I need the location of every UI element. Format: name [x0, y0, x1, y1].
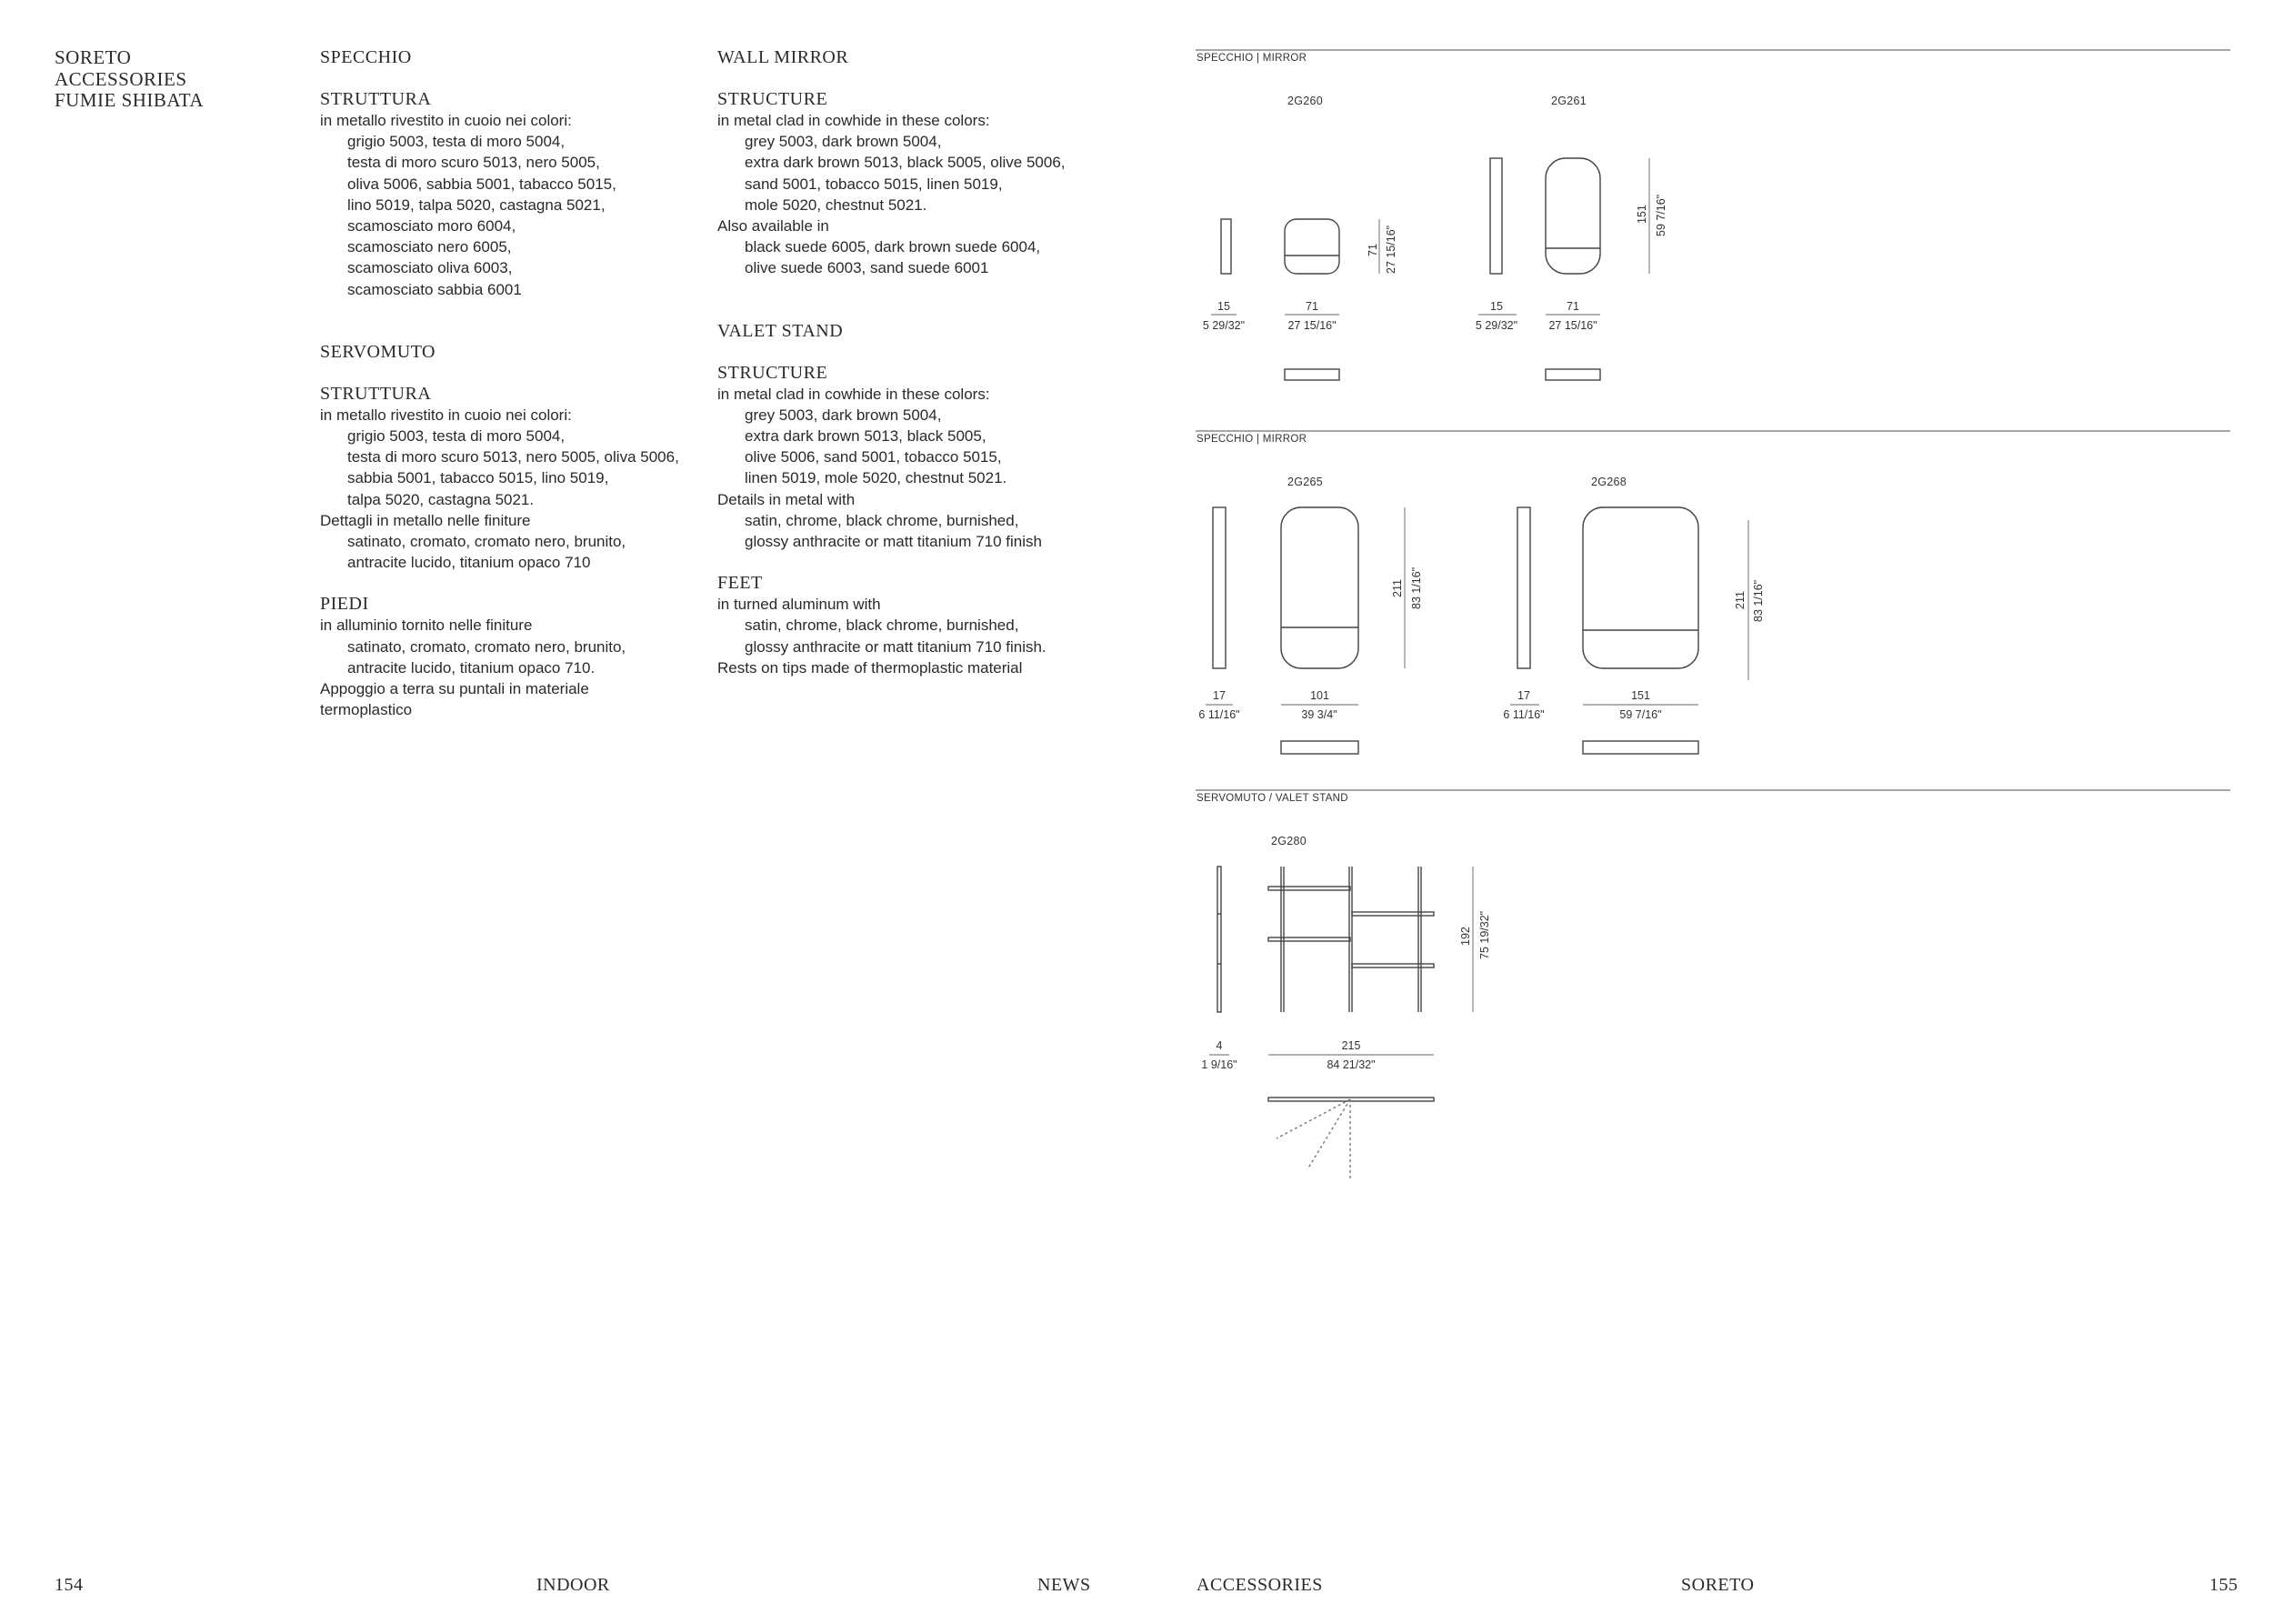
mirror-also-intro: Also available in [717, 217, 829, 236]
height-in-label: 83 1/16" [1752, 579, 1765, 622]
finish-line: satinato, cromato, cromato nero, brunito, [347, 533, 626, 551]
color-line: olive suede 6003, sand suede 6001 [745, 259, 989, 277]
width-in-label: 39 3/4" [1301, 708, 1337, 721]
depth-in-label: 6 11/16" [1503, 708, 1545, 721]
height-cm-label: 211 [1734, 591, 1747, 609]
height-in-label: 27 15/16" [1385, 225, 1397, 274]
width-in-label: 27 15/16" [1287, 319, 1337, 332]
color-line: grigio 5003, testa di moro 5004, [347, 427, 566, 446]
feet-note: Rests on tips made of thermoplastic material [717, 658, 1023, 677]
width-cm-label: 71 [1306, 300, 1318, 313]
finish-line: satin, chrome, black chrome, burnished, [745, 511, 1019, 529]
color-line: linen 5019, mole 5020, chestnut 5021. [745, 469, 1007, 487]
height-in-label: 75 19/32" [1478, 910, 1491, 959]
color-line: talpa 5020, castagna 5021. [347, 490, 535, 508]
width-in-label: 27 15/16" [1548, 319, 1597, 332]
depth-in-label: 1 9/16" [1201, 1058, 1237, 1071]
brand-line-category: ACCESSORIES [55, 67, 187, 90]
width-in-label: 84 21/32" [1327, 1058, 1376, 1071]
mirror-2g261-drawing [1478, 158, 1649, 380]
footer-section-news: NEWS [1037, 1575, 1091, 1595]
height-cm-label: 211 [1391, 579, 1404, 597]
side-view [1490, 158, 1502, 274]
finish-line: satin, chrome, black chrome, burnished, [745, 617, 1019, 635]
feet-title: FEET [717, 573, 763, 594]
specchio-structure-title: STRUTTURA [320, 89, 432, 109]
color-line: sabbia 5001, tabacco 5015, lino 5019, [347, 469, 609, 487]
page-number-left: 154 [55, 1575, 84, 1595]
color-line: mole 5020, chestnut 5021. [745, 195, 927, 214]
color-line: scamosciato sabbia 6001 [347, 280, 522, 298]
color-line: extra dark brown 5013, black 5005, [745, 427, 986, 446]
color-line: lino 5019, talpa 5020, castagna 5021, [347, 195, 606, 214]
brand-line-designer: FUMIE SHIBATA [55, 89, 205, 111]
width-cm-label: 151 [1631, 689, 1650, 702]
specchio-structure-intro: in metallo rivestito in cuoio nei colori: [320, 112, 572, 129]
footer-section-accessories: ACCESSORIES [1197, 1575, 1323, 1595]
depth-cm-label: 15 [1490, 300, 1503, 313]
valet-structure-intro: in metal clad in cowhide in these colors: [717, 385, 990, 403]
height-cm-label: 71 [1367, 244, 1379, 256]
top-view [1583, 741, 1698, 754]
mirror-structure-title: STRUCTURE [717, 89, 828, 109]
product-code-2g280: 2G280 [1271, 835, 1307, 847]
front-view [1281, 507, 1358, 668]
color-line: sand 5001, tobacco 5015, linen 5019, [745, 175, 1003, 193]
depth-in-label: 6 11/16" [1198, 708, 1240, 721]
color-line: extra dark brown 5013, black 5005, olive 5006, [745, 154, 1066, 172]
valet-structure-title: STRUCTURE [717, 362, 828, 383]
color-line: grey 5003, dark brown 5004, [745, 133, 942, 151]
brand-line-collection: SORETO [55, 46, 132, 68]
height-cm-label: 151 [1636, 205, 1648, 224]
section-label-mirror-2: SPECCHIO | MIRROR [1197, 434, 1307, 445]
servomuto-structure-title: STRUTTURA [320, 383, 432, 404]
side-view [1213, 507, 1226, 668]
product-code-2g260: 2G260 [1287, 95, 1324, 107]
footer-section-soreto: SORETO [1681, 1575, 1755, 1595]
color-line: scamosciato nero 6005, [347, 238, 512, 256]
section-label-valet: SERVOMUTO / VALET STAND [1197, 793, 1348, 804]
width-cm-label: 215 [1341, 1039, 1361, 1052]
width-cm-label: 71 [1567, 300, 1579, 313]
color-line: black suede 6005, dark brown suede 6004, [745, 238, 1041, 256]
piedi-title: PIEDI [320, 594, 369, 615]
footer-section-indoor: INDOOR [536, 1575, 610, 1595]
side-view [1517, 507, 1530, 668]
front-view [1285, 219, 1339, 274]
front-view [1583, 507, 1698, 668]
front-view [1546, 158, 1600, 274]
depth-cm-label: 17 [1213, 689, 1226, 702]
valet-details-intro: Details in metal with [717, 490, 856, 508]
product-code-2g265: 2G265 [1287, 476, 1324, 488]
top-view [1268, 1098, 1434, 1101]
side-view [1217, 867, 1221, 1012]
color-line: testa di moro scuro 5013, nero 5005, oliva 5006, [347, 448, 679, 466]
finish-line: glossy anthracite or matt titanium 710 finish. [745, 637, 1046, 656]
piedi-intro: in alluminio tornito nelle finiture [320, 617, 533, 635]
width-in-label: 59 7/16" [1619, 708, 1662, 721]
folding-arcs [1277, 1099, 1350, 1178]
feet-intro: in turned aluminum with [717, 596, 881, 614]
color-line: scamosciato oliva 6003, [347, 259, 513, 277]
wall-mirror-title: WALL MIRROR [717, 47, 849, 67]
height-in-label: 59 7/16" [1655, 194, 1667, 236]
specchio-title: SPECCHIO [320, 47, 412, 67]
section-label-mirror-1: SPECCHIO | MIRROR [1197, 53, 1307, 64]
side-view [1221, 219, 1231, 274]
depth-in-label: 5 29/32" [1475, 319, 1518, 332]
finish-line: glossy anthracite or matt titanium 710 finish [745, 533, 1042, 551]
page-number-right: 155 [2209, 1575, 2238, 1595]
product-code-2g268: 2G268 [1591, 476, 1627, 488]
color-line: scamosciato moro 6004, [347, 217, 516, 236]
color-line: grey 5003, dark brown 5004, [745, 406, 942, 424]
depth-cm-label: 17 [1517, 689, 1530, 702]
top-view [1285, 369, 1339, 380]
finish-line: antracite lucido, titanium opaco 710 [347, 554, 591, 572]
height-cm-label: 192 [1459, 927, 1472, 946]
depth-cm-label: 15 [1217, 300, 1230, 313]
piedi-note-line2: termoplastico [320, 701, 413, 719]
width-cm-label: 101 [1310, 689, 1329, 702]
color-line: olive 5006, sand 5001, tobacco 5015, [745, 448, 1002, 466]
height-in-label: 83 1/16" [1410, 566, 1423, 609]
depth-cm-label: 4 [1216, 1039, 1223, 1052]
mirror-structure-intro: in metal clad in cowhide in these colors: [717, 112, 990, 129]
finish-line: satinato, cromato, cromato nero, brunito, [347, 637, 626, 656]
finish-line: antracite lucido, titanium opaco 710. [347, 658, 596, 677]
color-line: oliva 5006, sabbia 5001, tabacco 5015, [347, 175, 616, 193]
color-line: testa di moro scuro 5013, nero 5005, [347, 154, 600, 172]
servomuto-details-intro: Dettagli in metallo nelle finiture [320, 511, 531, 529]
depth-in-label: 5 29/32" [1202, 319, 1246, 332]
servomuto-structure-intro: in metallo rivestito in cuoio nei colori: [320, 406, 572, 424]
valet-stand-2g280-drawing [1209, 867, 1473, 1178]
valet-stand-title: VALET STAND [717, 320, 844, 341]
top-view [1281, 741, 1358, 754]
color-line: grigio 5003, testa di moro 5004, [347, 133, 566, 151]
piedi-note-line1: Appoggio a terra su puntali in materiale [320, 680, 589, 698]
top-view [1546, 369, 1600, 380]
product-code-2g261: 2G261 [1551, 95, 1587, 107]
servomuto-title: SERVOMUTO [320, 341, 436, 362]
